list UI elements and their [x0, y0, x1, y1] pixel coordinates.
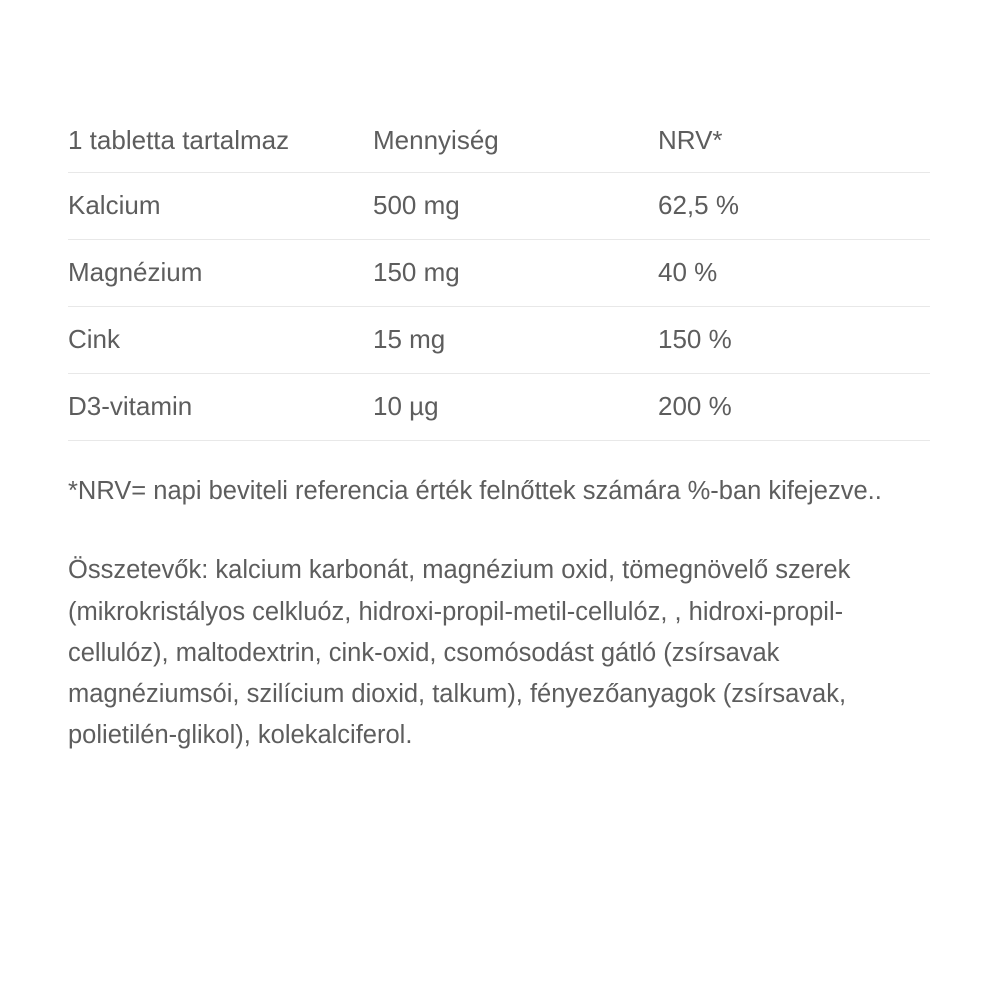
cell-ingredient: Magnézium [68, 240, 373, 307]
cell-ingredient: Cink [68, 307, 373, 374]
nutrition-table [68, 110, 930, 441]
table-row [68, 240, 930, 307]
cell-nrv: 40 % [658, 240, 930, 307]
table-row [68, 173, 930, 240]
nrv-footnote: *NRV= napi beviteli referencia érték felnőttek számára %-ban kifejezve.. [68, 477, 882, 505]
cell-amount: 500 mg [373, 173, 658, 240]
cell-amount: 10 µg [373, 374, 658, 441]
table-header [68, 110, 930, 173]
cell-amount: 150 mg [373, 240, 658, 307]
table-body [68, 173, 930, 441]
table-row [68, 307, 930, 374]
cell-ingredient: Kalcium [68, 173, 373, 240]
table-row [68, 374, 930, 441]
cell-amount: 15 mg [373, 307, 658, 374]
table-header-row [68, 110, 930, 173]
cell-nrv: 150 % [658, 307, 930, 374]
ingredients-paragraph: Összetevők: kalcium karbonát, magnézium oxid, tömegnövelő szerek (mikrokristályos celkluóz, hidroxi-propil-metil-cellulóz, , hidroxi-propil-cellulóz), maltodextrin, cink-oxid, csomósodást gátló (zsírsavak magnéziumsói, szilícium dioxid, talkum), fényezőanyagok (zsírsavak, polietilén-glikol), kolekalciferol. [68, 556, 851, 750]
cell-ingredient: D3-vitamin [68, 374, 373, 441]
column-header-amount: Mennyiség [373, 110, 658, 173]
cell-nrv: 200 % [658, 374, 930, 441]
cell-nrv: 62,5 % [658, 173, 930, 240]
column-header-nrv: NRV* [658, 110, 930, 173]
column-header-ingredient: 1 tabletta tartalmaz [68, 110, 373, 173]
